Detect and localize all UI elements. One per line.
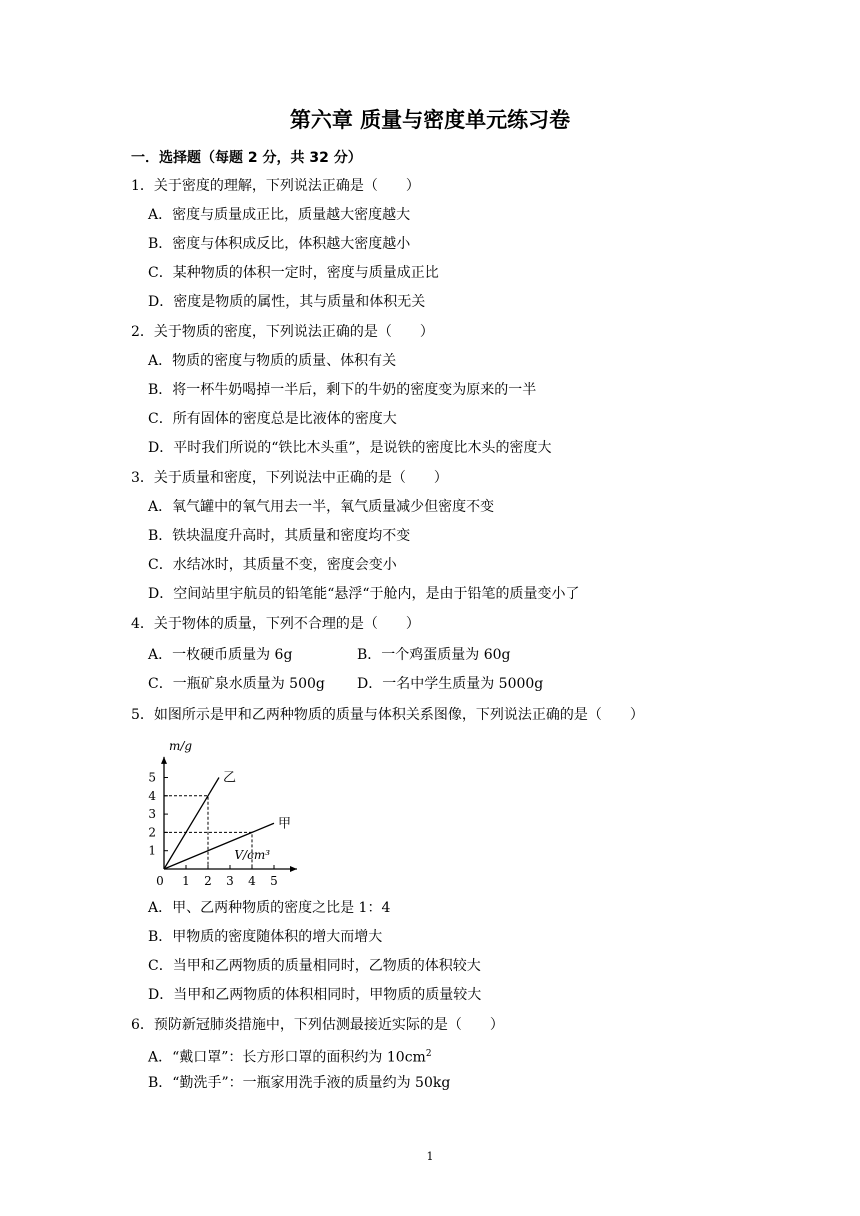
series-line xyxy=(164,778,219,870)
x-tick-label: 4 xyxy=(248,874,256,888)
series-line xyxy=(164,823,274,869)
y-tick-label: 3 xyxy=(148,807,156,822)
y-tick-label: 2 xyxy=(148,825,156,840)
question-3-stem: 3．关于质量和密度，下列说法中正确的是（ ） xyxy=(131,470,448,486)
x-axis-label: V/cm³ xyxy=(234,848,271,862)
question-1-option-d: D．密度是物质的属性，其与质量和体积无关 xyxy=(148,294,426,310)
question-5-option-a: A．甲、乙两种物质的密度之比是 1：4 xyxy=(148,900,391,916)
question-6-option-b: B．“勤洗手”：一瓶家用洗手液的质量约为 50kg xyxy=(148,1075,451,1091)
y-tick-label: 5 xyxy=(148,770,156,785)
series-label: 甲 xyxy=(278,816,292,832)
question-1-stem: 1．关于密度的理解，下列说法正确是（ ） xyxy=(131,178,420,194)
x-tick-label: 1 xyxy=(182,874,190,888)
question-4-option-b: B．一个鸡蛋质量为 60g xyxy=(357,647,511,663)
question-1-option-b: B．密度与体积成反比，体积越大密度越小 xyxy=(148,236,411,252)
question-5-option-c: C．当甲和乙两物质的质量相同时，乙物质的体积较大 xyxy=(148,958,481,974)
question-2-option-c: C．所有固体的密度总是比液体的密度大 xyxy=(148,411,397,427)
superscript: 2 xyxy=(425,1049,432,1059)
question-2-option-d: D．平时我们所说的“铁比木头重”，是说铁的密度比木头的密度大 xyxy=(148,440,552,456)
question-2-option-a: A．物质的密度与物质的质量、体积有关 xyxy=(148,353,397,369)
question-6-stem: 6．预防新冠肺炎措施中，下列估测最接近实际的是（ ） xyxy=(131,1017,504,1033)
question-3-option-c: C．水结冰时，其质量不变，密度会变小 xyxy=(148,557,397,573)
section-heading: 一．选择题（每题 2 分，共 32 分） xyxy=(131,150,362,166)
question-4-option-d: D．一名中学生质量为 5000g xyxy=(357,676,544,692)
y-tick-label: 4 xyxy=(148,788,156,803)
x-axis-arrow xyxy=(290,866,297,872)
question-1-option-c: C．某种物质的体积一定时，密度与质量成正比 xyxy=(148,265,439,281)
question-3-option-a: A．氧气罐中的氧气用去一半，氧气质量减少但密度不变 xyxy=(148,499,495,515)
question-5-option-b: B．甲物质的密度随体积的增大而增大 xyxy=(148,929,383,945)
y-axis-label: m/g xyxy=(169,739,193,753)
question-6-option-a-text: A．“戴口罩”：长方形口罩的面积约为 10cm xyxy=(148,1049,426,1066)
question-1-option-a: A．密度与质量成正比，质量越大密度越大 xyxy=(148,207,411,223)
page-title: 第六章 质量与密度单元练习卷 xyxy=(289,108,571,132)
y-axis-arrow xyxy=(161,757,167,764)
question-5-stem: 5．如图所示是甲和乙两种物质的质量与体积关系图像，下列说法正确的是（ ） xyxy=(131,707,644,723)
question-5-option-d: D．当甲和乙两物质的体积相同时，甲物质的质量较大 xyxy=(148,987,482,1003)
question-4-option-c: C．一瓶矿泉水质量为 500g xyxy=(148,676,325,692)
question-3-option-d: D．空间站里宇航员的铅笔能“悬浮“于舱内，是由于铅笔的质量变小了 xyxy=(148,586,580,602)
mass-volume-chart xyxy=(140,736,300,892)
question-4-option-a: A．一枚硬币质量为 6g xyxy=(148,647,293,663)
series-label: 乙 xyxy=(223,770,237,786)
question-2-option-b: B．将一杯牛奶喝掉一半后，剩下的牛奶的密度变为原来的一半 xyxy=(148,382,537,398)
page-number: 1 xyxy=(426,1150,434,1163)
question-3-option-b: B．铁块温度升高时，其质量和密度均不变 xyxy=(148,528,411,544)
x-tick-label: 0 xyxy=(156,874,164,888)
x-tick-label: 2 xyxy=(204,874,212,888)
y-tick-label: 1 xyxy=(148,843,156,858)
question-2-stem: 2．关于物质的密度，下列说法正确的是（ ） xyxy=(131,324,434,340)
x-tick-label: 3 xyxy=(226,874,234,888)
question-6-option-a xyxy=(148,1044,432,1068)
question-4-stem: 4．关于物体的质量，下列不合理的是（ ） xyxy=(131,616,420,632)
x-tick-label: 5 xyxy=(270,874,278,888)
